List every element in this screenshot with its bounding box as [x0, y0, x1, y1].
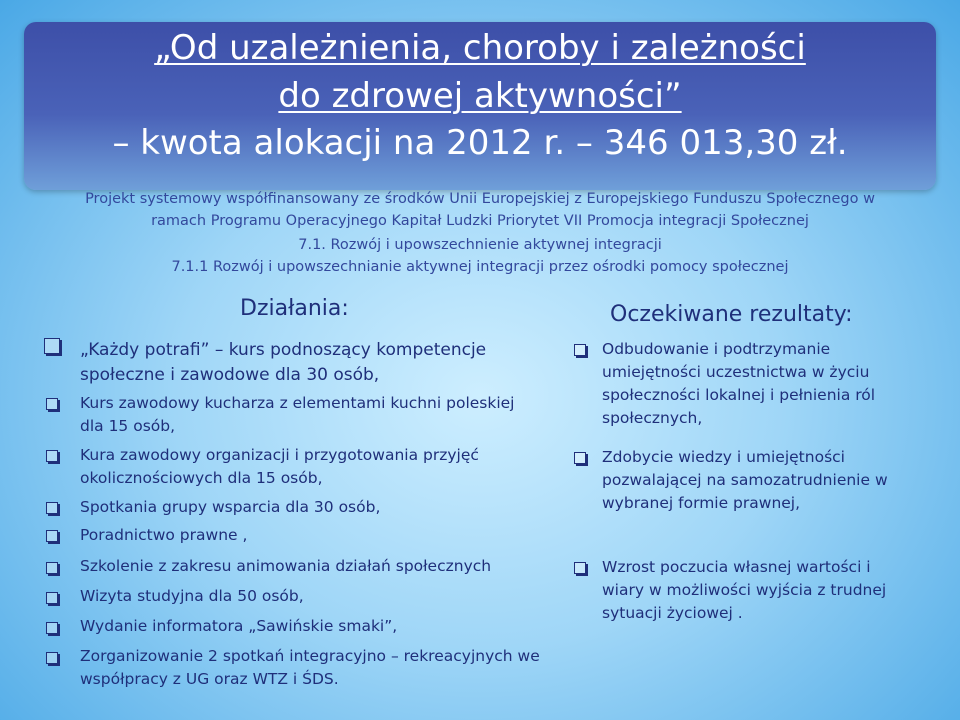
checkbox-bullet-icon: [574, 452, 586, 464]
checkbox-bullet-icon: [46, 450, 58, 462]
actions-heading: Działania:: [240, 296, 349, 321]
checkbox-bullet-icon: [46, 502, 58, 514]
action-item: Wizyta studyjna dla 50 osób,: [80, 587, 304, 605]
result-item: Odbudowanie i podtrzymanie umiejętności uczestnictwa w życiu społeczności lokalnej i pełnienia ról społecznych,: [602, 340, 876, 427]
result-item: Wzrost poczucia własnej wartości i wiary w możliwości wyjścia z trudnej sytuacji życiowej .: [602, 558, 887, 622]
checkbox-bullet-icon: [46, 592, 58, 604]
checkbox-bullet-icon: [46, 562, 58, 574]
action-item: Poradnictwo prawne ,: [80, 526, 248, 544]
title-line-2-text: do zdrowej aktywności”: [278, 76, 682, 116]
results-heading: Oczekiwane rezultaty:: [610, 302, 853, 327]
title-line-2: [0, 74, 960, 118]
checkbox-bullet-icon: [44, 338, 60, 354]
result-item: Zdobycie wiedzy i umiejętności pozwalającej na samozatrudnienie w wybranej formie prawnej,: [602, 448, 888, 512]
checkbox-bullet-icon: [574, 562, 586, 574]
project-measure-line: 7.1. Rozwój i upowszechnienie aktywnej integracji: [298, 237, 662, 253]
action-item: Spotkania grupy wsparcia dla 30 osób,: [80, 498, 381, 516]
action-item: Szkolenie z zakresu animowania działań społecznych: [80, 557, 492, 575]
title-line-1: [0, 26, 960, 70]
checkbox-bullet-icon: [46, 652, 58, 664]
checkbox-bullet-icon: [46, 622, 58, 634]
project-description-line-2: ramach Programu Operacyjnego Kapitał Ludzki Priorytet VII Promocja integracji Społecznej: [151, 213, 809, 229]
action-item: „Każdy potrafi” – kurs podnoszący kompetencje społeczne i zawodowe dla 30 osób,: [80, 340, 487, 385]
checkbox-bullet-icon: [574, 344, 586, 356]
checkbox-bullet-icon: [46, 398, 58, 410]
checkbox-bullet-icon: [46, 530, 58, 542]
action-item: Kurs zawodowy kucharza z elementami kuchni poleskiej dla 15 osób,: [80, 394, 515, 435]
title-line-3: – kwota alokacji na 2012 r. – 346 013,30 zł.: [112, 123, 848, 163]
action-item: Zorganizowanie 2 spotkań integracyjno – rekreacyjnych we współpracy z UG oraz WTZ i ŚDS.: [80, 647, 540, 688]
action-item: Wydanie informatora „Sawińskie smaki”,: [80, 617, 398, 635]
project-description-line-1: Projekt systemowy współfinansowany ze środków Unii Europejskiej z Europejskiego Funduszu Społecznego w: [85, 191, 875, 207]
title-line-1-text: „Od uzależnienia, choroby i zależności: [154, 28, 806, 68]
action-item: Kura zawodowy organizacji i przygotowania przyjęć okolicznościowych dla 15 osób,: [80, 446, 479, 487]
project-submeasure-line: 7.1.1 Rozwój i upowszechnianie aktywnej integracji przez ośrodki pomocy społecznej: [171, 259, 789, 275]
